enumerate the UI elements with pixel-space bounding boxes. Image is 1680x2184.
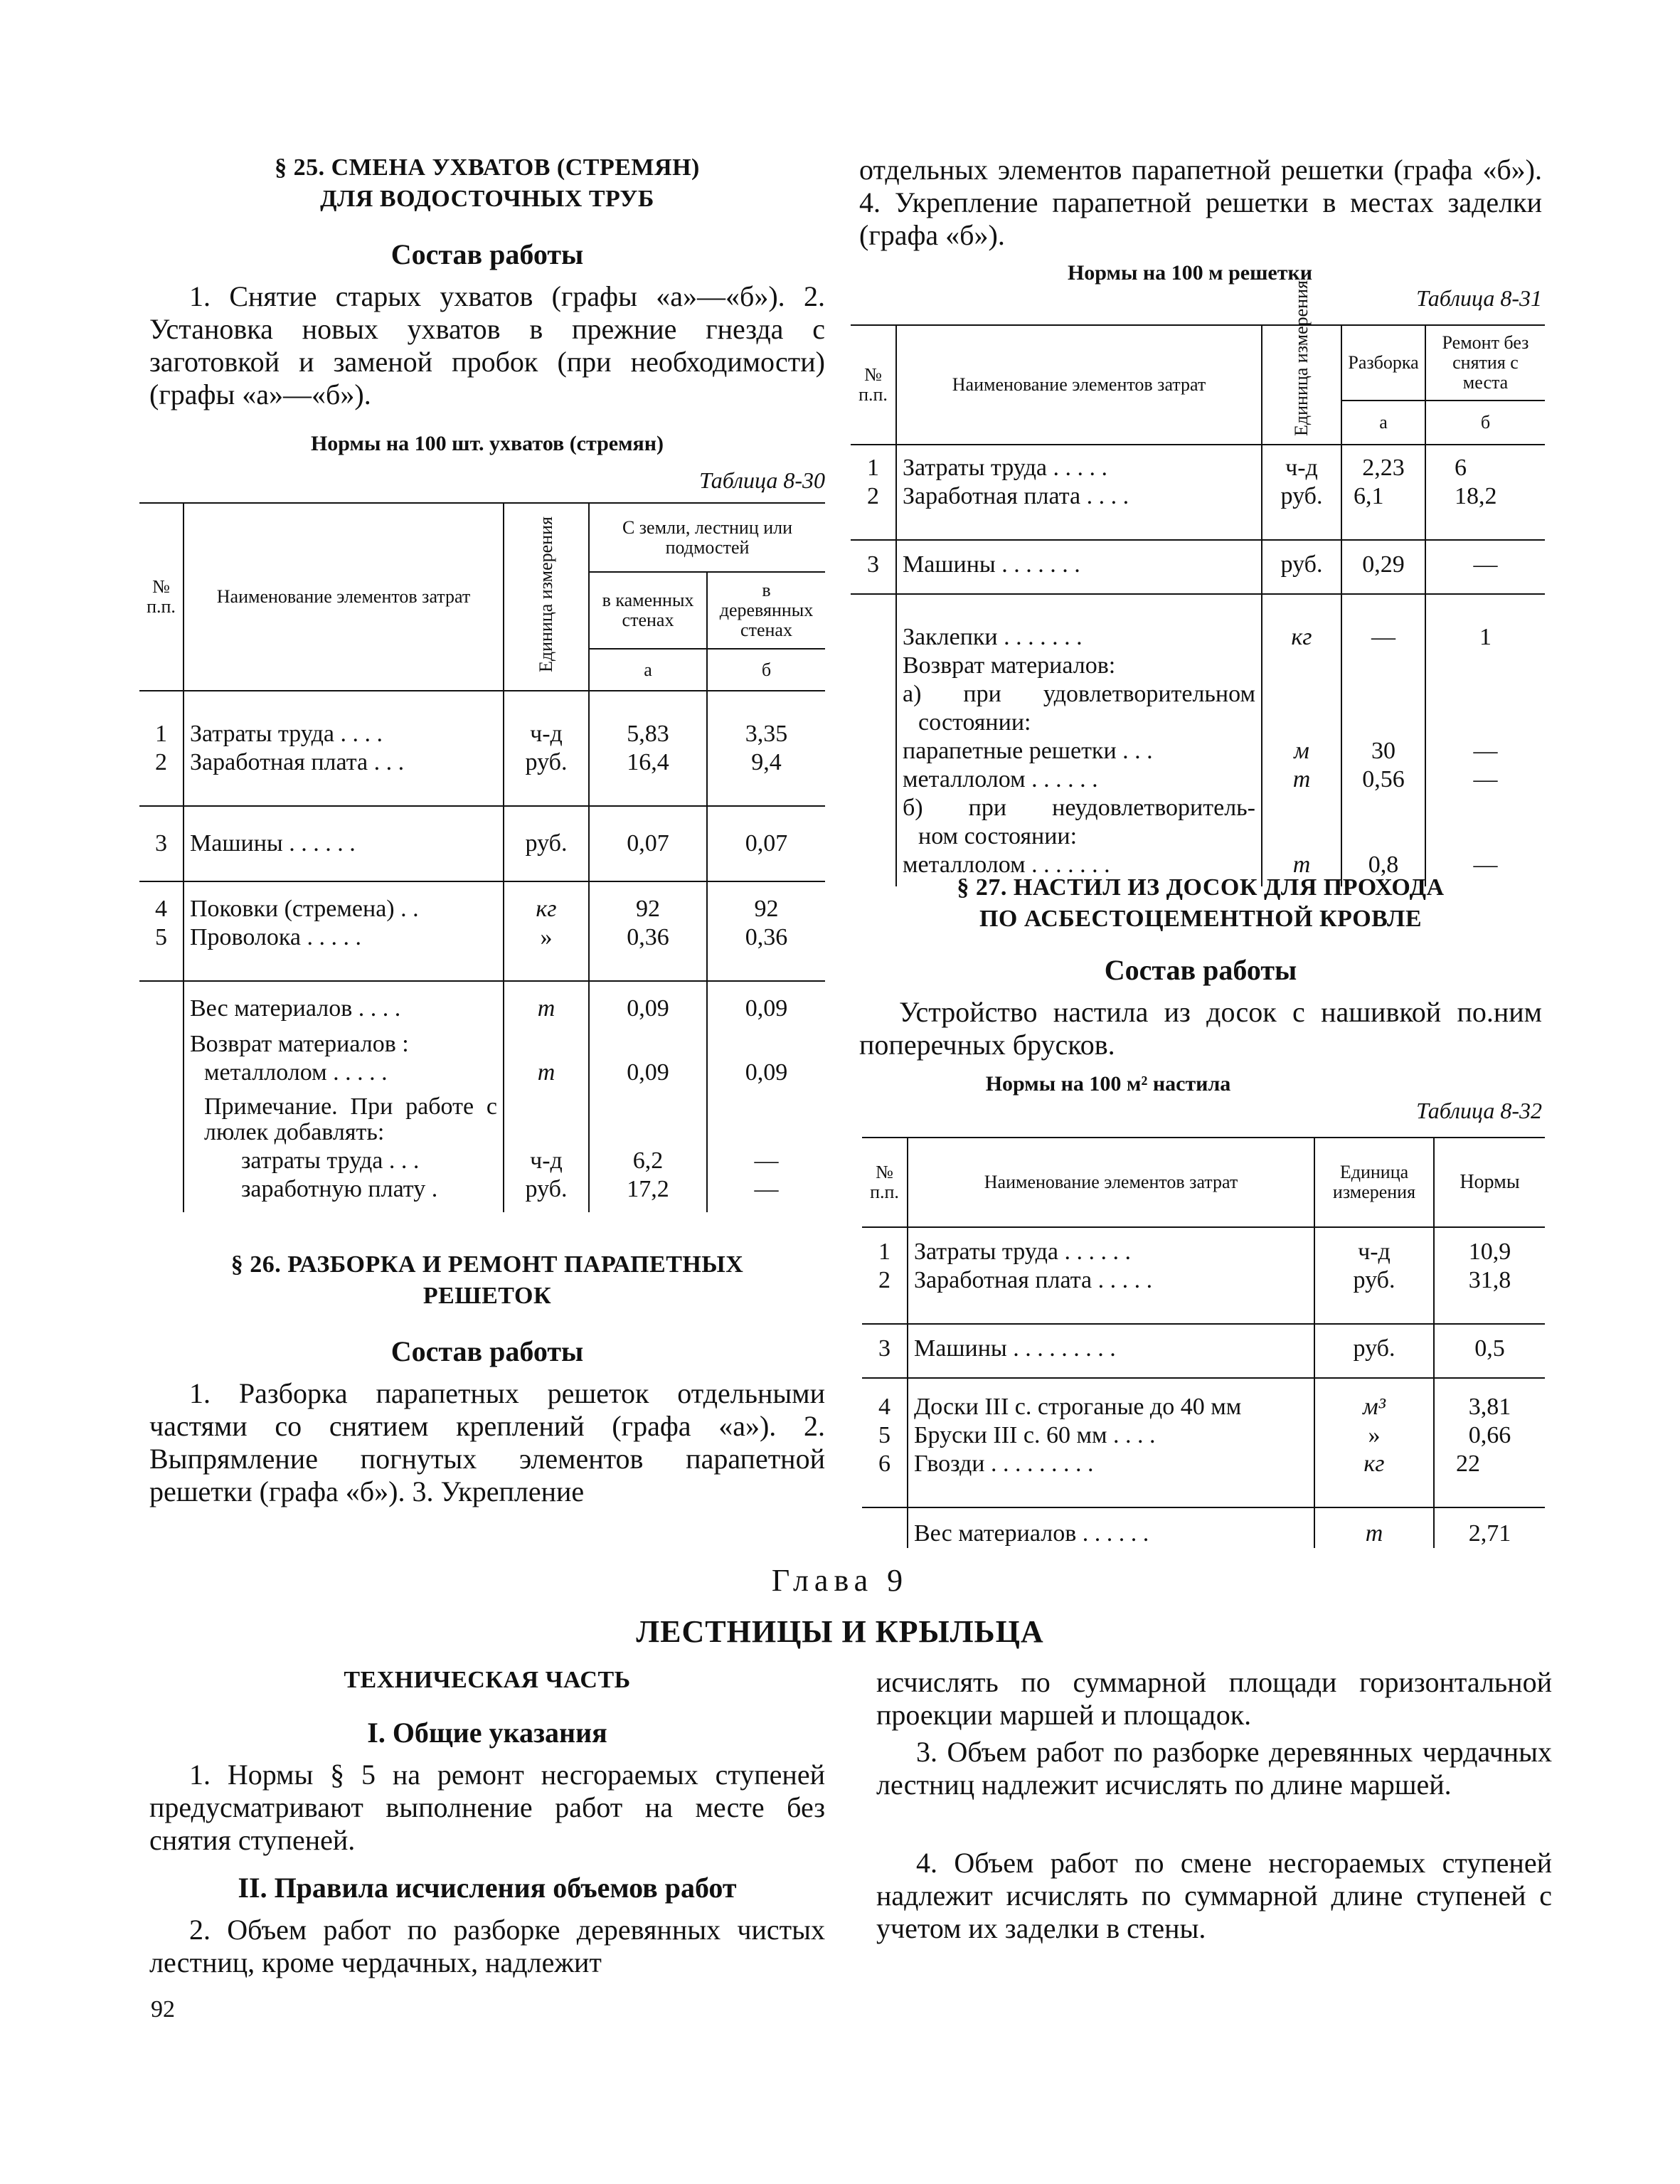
s25-title: § 25. СМЕНА УХВАТОВ (СТРЕМЯН) ДЛЯ ВОДОСТОЧНЫХ ТРУБ [275,154,700,212]
s26-work-heading: Состав работы [390,1335,584,1367]
table-row: 1 Затраты труда . . . . ч-д 5,83 3,35 [139,720,825,748]
table-row: 4 Доски III с. строганые до 40 мм м³ 3,81 [862,1378,1545,1421]
table-row: затраты труда . . . ч-д 6,2 — [139,1147,825,1175]
header-a: а [1341,401,1425,445]
general-heading: I. Общие указания [367,1717,607,1749]
header-group: С земли, лестниц или подмостей [589,503,825,572]
s26-table-number: Таблица 8-31 [1416,285,1542,311]
chapter-p4: 4. Объем работ по смене несгораемых ступеней надлежит исчислять по суммарной длине ступеней с учетом их заделки в стены. [876,1847,1552,1944]
header-unit: Единица измерения [504,503,589,691]
header-col-b: Ремонт без снятия с места [1425,325,1545,401]
s25-norms-caption: Нормы на 100 шт. ухватов (стремян) [310,432,664,455]
s27-title: § 27. НАСТИЛ ИЗ ДОСОК ДЛЯ ПРОХОДА ПО АСБЕСТОЦЕМЕНТНОЙ КРОВЛЕ [957,874,1445,932]
table-8-32 [862,1137,1545,1548]
table-row: 5 Проволока . . . . . » 0,36 0,36 [139,923,825,952]
header-num: № п.п. [147,576,176,617]
s26-work-text-right: отдельных элементов парапетной решетки (графа «б»). 4. Укрепление парапетной решетки в местах заделки (графа «б»). [859,154,1542,251]
chapter-title: ЛЕСТНИЦЫ И КРЫЛЬЦА [636,1614,1044,1649]
header-a: а [589,649,707,691]
table-row: Вес материалов . . . . . . т 2,71 [862,1507,1545,1548]
chapter-p1: 1. Нормы § 5 на ремонт несгораемых ступеней предусматривают выполнение работ на месте без снятия ступеней. [149,1759,825,1856]
chapter-p2: 2. Объем работ по разборке деревянных чистых лестниц, кроме чердачных, надлежит [149,1914,825,1978]
header-name: Наименование элементов затрат [184,503,504,691]
table-row: а) при удовлетворительном [851,680,1545,709]
s27-table-number: Таблица 8-32 [1416,1098,1542,1123]
header-num: № п.п. [858,364,888,405]
table-row: 3 Машины . . . . . . . . . руб. 0,5 [862,1324,1545,1378]
s27-norms-caption: Нормы на 100 м² настила [985,1072,1231,1096]
table-row: 5 Бруски III с. 60 мм . . . . » 0,66 [862,1421,1545,1450]
table-row: Вес материалов . . . . т 0,09 0,09 [139,981,825,1023]
table-row: металлолом . . . . . т 0,09 0,09 [139,1059,825,1087]
header-norms: Нормы [1434,1138,1545,1227]
table-row: металлолом . . . . . . т 0,56 — [851,765,1545,794]
s25-table-number: Таблица 8-30 [699,467,825,493]
header-col-a: Разборка [1341,325,1425,401]
table-row: Возврат материалов: [851,652,1545,680]
table-row: 6 Гвозди . . . . . . . . . кг 22 [862,1450,1545,1478]
table-row: 1 Затраты труда . . . . . ч-д 2,23 6 [851,445,1545,482]
s26-work-text-left: 1. Разборка парапетных решеток отдельными частями со снятием креплений (графа «а»). 2. Выпрямление погнутых элементов парапетной решетки (графа «б»). 3. Укрепление [149,1377,825,1507]
table-row: 1 Затраты труда . . . . . . ч-д 10,9 [862,1227,1545,1266]
s25-work-heading: Состав работы [390,238,584,270]
header-num: № п.п. [870,1162,899,1202]
chapter-p3: 3. Объем работ по разборке деревянных чердачных лестниц надлежит исчислять по длине маршей. [876,1736,1552,1801]
header-name: Наименование элементов затрат [896,325,1262,445]
header-b: б [707,649,825,691]
table-row: металлолом . . . . . . . т 0,8 — [851,851,1545,886]
s27-work-heading: Состав работы [1104,954,1297,986]
tech-part-heading: ТЕХНИЧЕСКАЯ ЧАСТЬ [344,1667,631,1693]
header-col-a: в каменных стенах [589,572,707,649]
table-row: 3 Машины . . . . . . . руб. 0,29 — [851,540,1545,594]
table-row: Заклепки . . . . . . . кг — 1 [851,623,1545,652]
table-row: 2 Заработная плата . . . . . руб. 31,8 [862,1266,1545,1295]
table-row: Примечание. При работе с люлек добавлять: [139,1087,825,1147]
header-unit: Единица измерения [1262,325,1341,445]
table-row: 2 Заработная плата . . . . руб. 6,1 18,2 [851,482,1545,511]
table-row: ном состоянии: [851,822,1545,851]
s26-title: § 26. РАЗБОРКА И РЕМОНТ ПАРАПЕТНЫХ РЕШЕТОК [230,1251,744,1309]
table-row: б) при неудовлетворитель- [851,794,1545,822]
rules-heading: II. Правила исчисления объемов работ [238,1872,737,1904]
chapter-p2-cont: исчислять по суммарной площади горизонтальной проекции маршей и площадок. [876,1666,1552,1731]
table-row: 3 Машины . . . . . . руб. 0,07 0,07 [139,806,825,881]
table-row: 2 Заработная плата . . . руб. 16,4 9,4 [139,748,825,777]
table-row: Возврат материалов : [139,1023,825,1059]
header-name: Наименование элементов затрат [908,1138,1314,1227]
s25-work-text: 1. Снятие старых ухватов (графы «а»—«б»). 2. Установка новых ухватов в прежние гнезда с заготовкой и заменой пробок (при необходимости) (графы «а»—«б»). [149,280,825,410]
table-row: состоянии: [851,709,1545,737]
header-b: б [1425,401,1545,445]
header-col-b: в деревянных стенах [707,572,825,649]
header-unit: Единица измерения [1314,1138,1434,1227]
s27-work-text: Устройство настила из досок с нашивкой по.ним поперечных брусков. [859,996,1542,1061]
table-row: заработную плату . руб. 17,2 — [139,1175,825,1212]
chapter-label: Глава 9 [771,1563,909,1598]
table-row: 4 Поковки (стремена) . . кг 92 92 [139,881,825,923]
page-number: 92 [151,1996,175,2023]
table-8-30 [139,502,825,1212]
s26-norms-caption: Нормы на 100 м решетки [1067,261,1313,285]
table-row: парапетные решетки . . . м 30 — [851,737,1545,765]
